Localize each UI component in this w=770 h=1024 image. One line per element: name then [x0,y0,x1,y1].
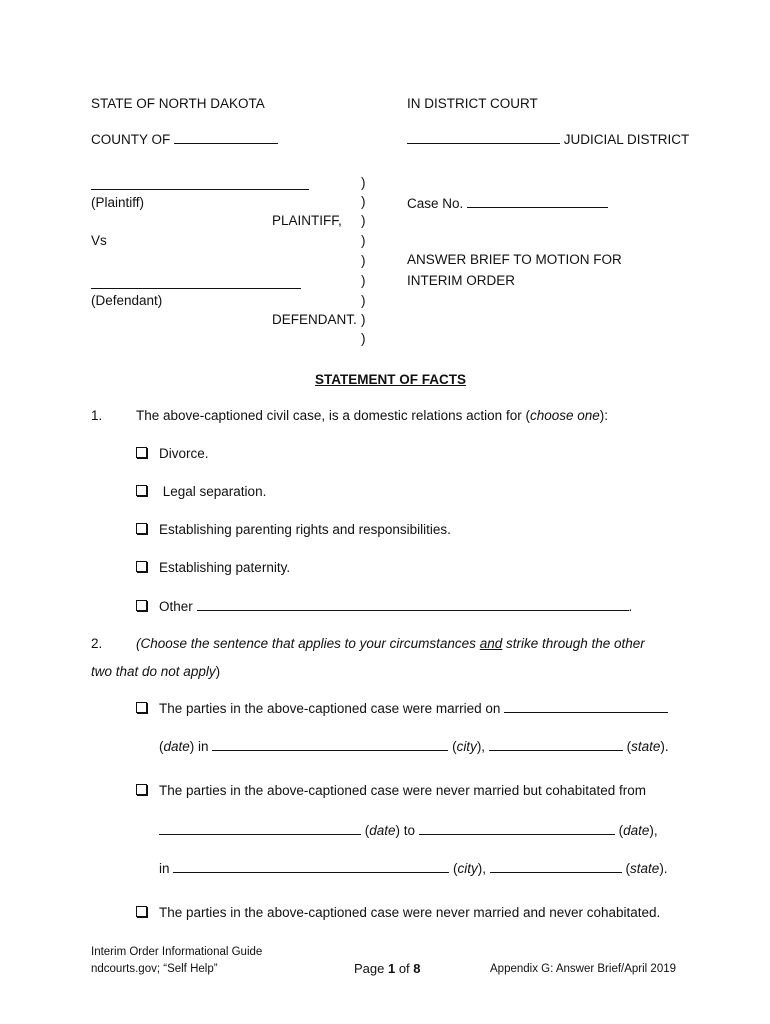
item2-instruction [136,636,645,651]
state-label: state [631,739,661,754]
date-label: date [623,823,650,838]
item2-instr-line2: two that do not apply [91,664,216,679]
case-number-line [407,195,608,211]
county-line [91,131,278,147]
cohabitated-option[interactable] [136,783,646,798]
married-option[interactable] [136,700,668,716]
caption-paren: ) [361,194,366,209]
section-title: STATEMENT OF FACTS [315,372,466,387]
plaintiff-name-blank[interactable] [91,189,309,190]
judicial-district-label: JUDICIAL DISTRICT [563,132,690,147]
versus-label: Vs [91,233,107,248]
option-legal-separation[interactable] [136,484,266,499]
district-blank[interactable] [407,131,560,144]
option-label: Establishing parenting rights and responsibilities. [159,522,451,537]
option-label: Divorce. [159,446,209,461]
item1-text-after: ): [599,408,609,423]
option-label: Other [159,599,193,614]
option-label: Establishing paternity. [159,560,291,575]
county-blank[interactable] [174,131,278,144]
caption-paren: ) [361,312,366,327]
item1-choose-one: choose one [529,408,600,423]
option-paternity[interactable] [136,560,290,575]
defendant-role: DEFENDANT. [272,312,357,327]
married-date-blank[interactable] [504,700,668,713]
checkbox-icon[interactable] [136,784,147,795]
caption-paren: ) [361,233,366,248]
page-total: 8 [413,961,421,976]
city-label: city [457,861,478,876]
checkbox-icon[interactable] [136,906,147,917]
checkbox-icon[interactable] [136,523,147,534]
item2-instr-close: ) [215,664,221,679]
page-prefix: Page [354,961,388,976]
footer-guide: Interim Order Informational Guide [91,946,263,958]
option-parenting-rights[interactable] [136,522,451,537]
option-divorce[interactable] [136,446,209,461]
caption-paren: ) [361,293,366,308]
other-blank[interactable] [197,598,629,611]
item1-text [136,408,608,423]
option-other[interactable] [136,598,632,614]
defendant-label: (Defendant) [91,293,163,308]
married-option-text: The parties in the above-captioned case were married on [159,701,501,716]
state-blank[interactable] [490,860,622,873]
never-cohabitated-text: The parties in the above-captioned case were never married and never cohabitated. [159,905,661,920]
caption-paren: ) [361,175,366,190]
plaintiff-role: PLAINTIFF, [272,213,342,228]
option-label: Legal separation. [159,484,267,499]
city-blank[interactable] [212,738,448,751]
date-label: date [163,739,190,754]
page-current: 1 [387,961,396,976]
page-number [354,961,421,976]
defendant-name-blank[interactable] [91,288,301,289]
never-cohabitated-option[interactable] [136,905,660,920]
to-label: to [403,823,416,838]
caption-paren: ) [361,213,366,228]
item2-instruction-line2 [91,664,220,679]
item2-instr-b: strike through the other [502,636,645,651]
state-blank[interactable] [489,738,623,751]
caption-paren: ) [361,253,366,268]
caption-paren: ) [361,273,366,288]
checkbox-icon[interactable] [136,561,147,572]
caption-paren: ) [361,331,366,346]
item1-text-before: The above-captioned civil case, is a domestic relations action for ( [136,408,530,423]
city-blank[interactable] [173,860,449,873]
date-label: date [369,823,396,838]
item2-number: 2. [91,636,103,651]
page-of: of [395,961,414,976]
city-label: city [456,739,477,754]
cohabitated-option-text: The parties in the above-captioned case were never married but cohabitated from [159,783,647,798]
item1-number: 1. [91,408,103,423]
state-heading: STATE OF NORTH DAKOTA [91,96,265,111]
case-no-label: Case No. [407,196,464,211]
item2-instr-a: (Choose the sentence that applies to your circumstances [136,636,480,651]
footer-site: ndcourts.gov; “Self Help” [91,963,218,975]
cohabitated-dates-line: (date) to (date), [159,822,658,838]
county-label: COUNTY OF [91,132,171,147]
checkbox-icon[interactable] [136,485,147,496]
from-date-blank[interactable] [159,822,361,835]
court-heading: IN DISTRICT COURT [407,96,538,111]
state-label: state [630,861,660,876]
case-no-blank[interactable] [467,195,608,208]
checkbox-icon[interactable] [136,702,147,713]
doc-title-line2: INTERIM ORDER [407,273,515,288]
doc-title-line1: ANSWER BRIEF TO MOTION FOR [407,252,622,267]
in-label: in [198,739,209,754]
footer-appendix: Appendix G: Answer Brief/April 2019 [490,963,677,975]
item2-instr-and: and [479,636,503,651]
other-end: . [628,599,633,614]
in-label: in [159,861,170,876]
checkbox-icon[interactable] [136,600,147,611]
cohabitated-place-line: in (city), (state). [159,861,668,876]
plaintiff-label: (Plaintiff) [91,195,145,210]
to-date-blank[interactable] [419,822,615,835]
judicial-district-line [407,131,689,147]
checkbox-icon[interactable] [136,447,147,458]
married-place-line: (date) in (city), (state). [159,739,669,754]
